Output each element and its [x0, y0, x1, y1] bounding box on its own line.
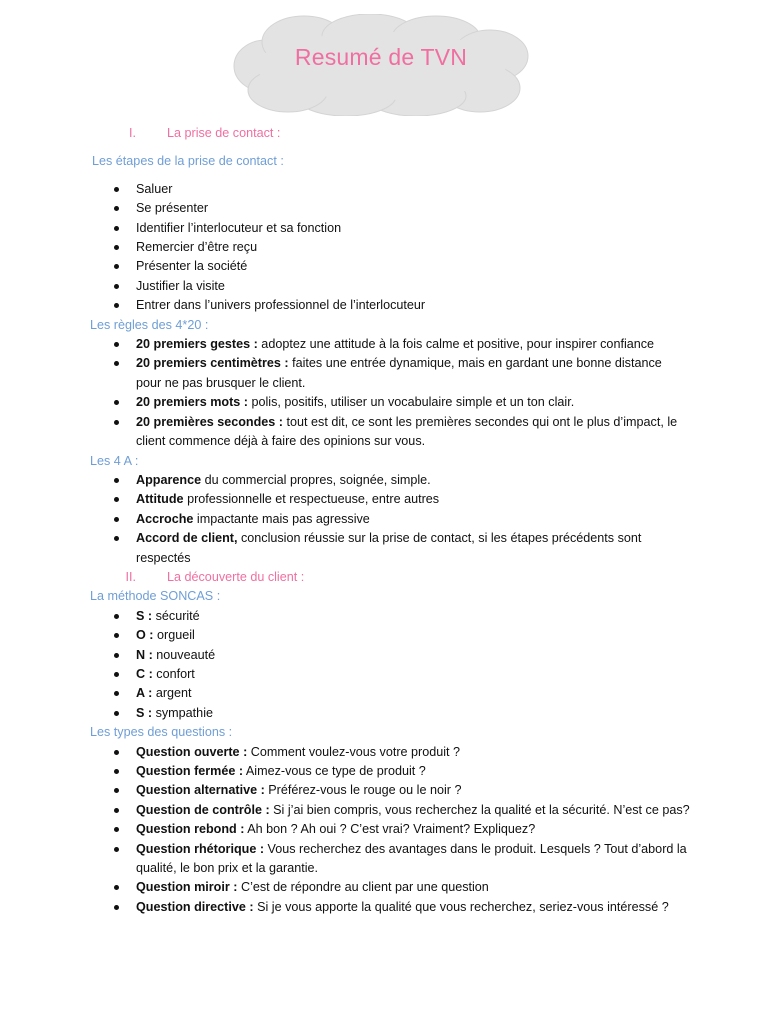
list-item: Question miroir : C’est de répondre au client par une question — [90, 878, 690, 897]
subheading-etapes: Les étapes de la prise de contact : — [92, 154, 284, 169]
subheading-soncas: La méthode SONCAS : — [90, 589, 221, 604]
subheading-questions: Les types des questions : — [90, 725, 233, 740]
list-item: Remercier d’être reçu — [90, 238, 690, 257]
section-heading — [90, 568, 690, 587]
list-item: N : nouveauté — [90, 646, 690, 665]
list-item: Apparence du commercial propres, soignée, simple. — [90, 471, 690, 490]
list-item: 20 premières secondes : tout est dit, ce sont les premières secondes qui ont le plus d’impact, le client commence déjà à faire des opinions sur vous. — [90, 413, 690, 452]
list-item: Question fermée : Aimez-vous ce type de produit ? — [90, 762, 690, 781]
title-cloud — [232, 14, 530, 116]
list-item: Identifier l’interlocuteur et sa fonction — [90, 219, 690, 238]
section-number: I. — [129, 126, 136, 140]
questions-list — [90, 743, 690, 918]
list-item: C : confort — [90, 665, 690, 684]
section-number: II. — [125, 569, 136, 584]
list-item: Attitude professionnelle et respectueuse, entre autres — [90, 490, 690, 509]
list-item: Question rhétorique : Vous recherchez des avantages dans le produit. Lesquels ? Tout d’abord la qualité, le bon prix et la garantie. — [90, 840, 690, 879]
list-item: O : orgueil — [90, 626, 690, 645]
section-heading — [90, 124, 690, 143]
subheading-regles: Les règles des 4*20 : — [90, 317, 209, 332]
list-item: Question rebond : Ah bon ? Ah oui ? C’est vrai? Vraiment? Expliquez? — [90, 820, 690, 839]
document-body — [90, 124, 690, 917]
list-item: Accord de client, conclusion réussie sur la prise de contact, si les étapes précédents sont respectés — [90, 529, 690, 568]
list-item: Question ouverte : Comment voulez-vous votre produit ? — [90, 743, 690, 762]
list-item: Accroche impactante mais pas agressive — [90, 510, 690, 529]
list-item: Question directive : Si je vous apporte la qualité que vous recherchez, seriez-vous intéressé ? — [90, 898, 690, 917]
list-item: Présenter la société — [90, 257, 690, 276]
list-item: Question alternative : Préférez-vous le rouge ou le noir ? — [90, 781, 690, 800]
list-item: Question de contrôle : Si j’ai bien compris, vous recherchez la qualité et la sécurité. N’est ce pas? — [90, 801, 690, 820]
list-item: 20 premiers gestes : adoptez une attitude à la fois calme et positive, pour inspirer confiance — [90, 335, 690, 354]
list-item: S : sécurité — [90, 607, 690, 626]
list-item: Saluer — [90, 180, 690, 199]
quatre-a-list — [90, 471, 690, 568]
soncas-list — [90, 607, 690, 723]
section-title: La prise de contact : — [167, 126, 281, 140]
section-title: La découverte du client : — [167, 569, 305, 584]
list-item: Se présenter — [90, 199, 690, 218]
list-item: 20 premiers centimètres : faites une entrée dynamique, mais en gardant une bonne distance pour ne pas brusquer le client. — [90, 354, 690, 393]
etapes-list — [90, 180, 690, 316]
list-item: Justifier la visite — [90, 277, 690, 296]
page-title: Resumé de TVN — [294, 44, 468, 70]
list-item: S : sympathie — [90, 704, 690, 723]
subheading-4a: Les 4 A : — [90, 453, 139, 468]
regles-list — [90, 335, 690, 451]
list-item: A : argent — [90, 684, 690, 703]
list-item: Entrer dans l’univers professionnel de l’interlocuteur — [90, 296, 690, 315]
list-item: 20 premiers mots : polis, positifs, utiliser un vocabulaire simple et un ton clair. — [90, 393, 690, 412]
